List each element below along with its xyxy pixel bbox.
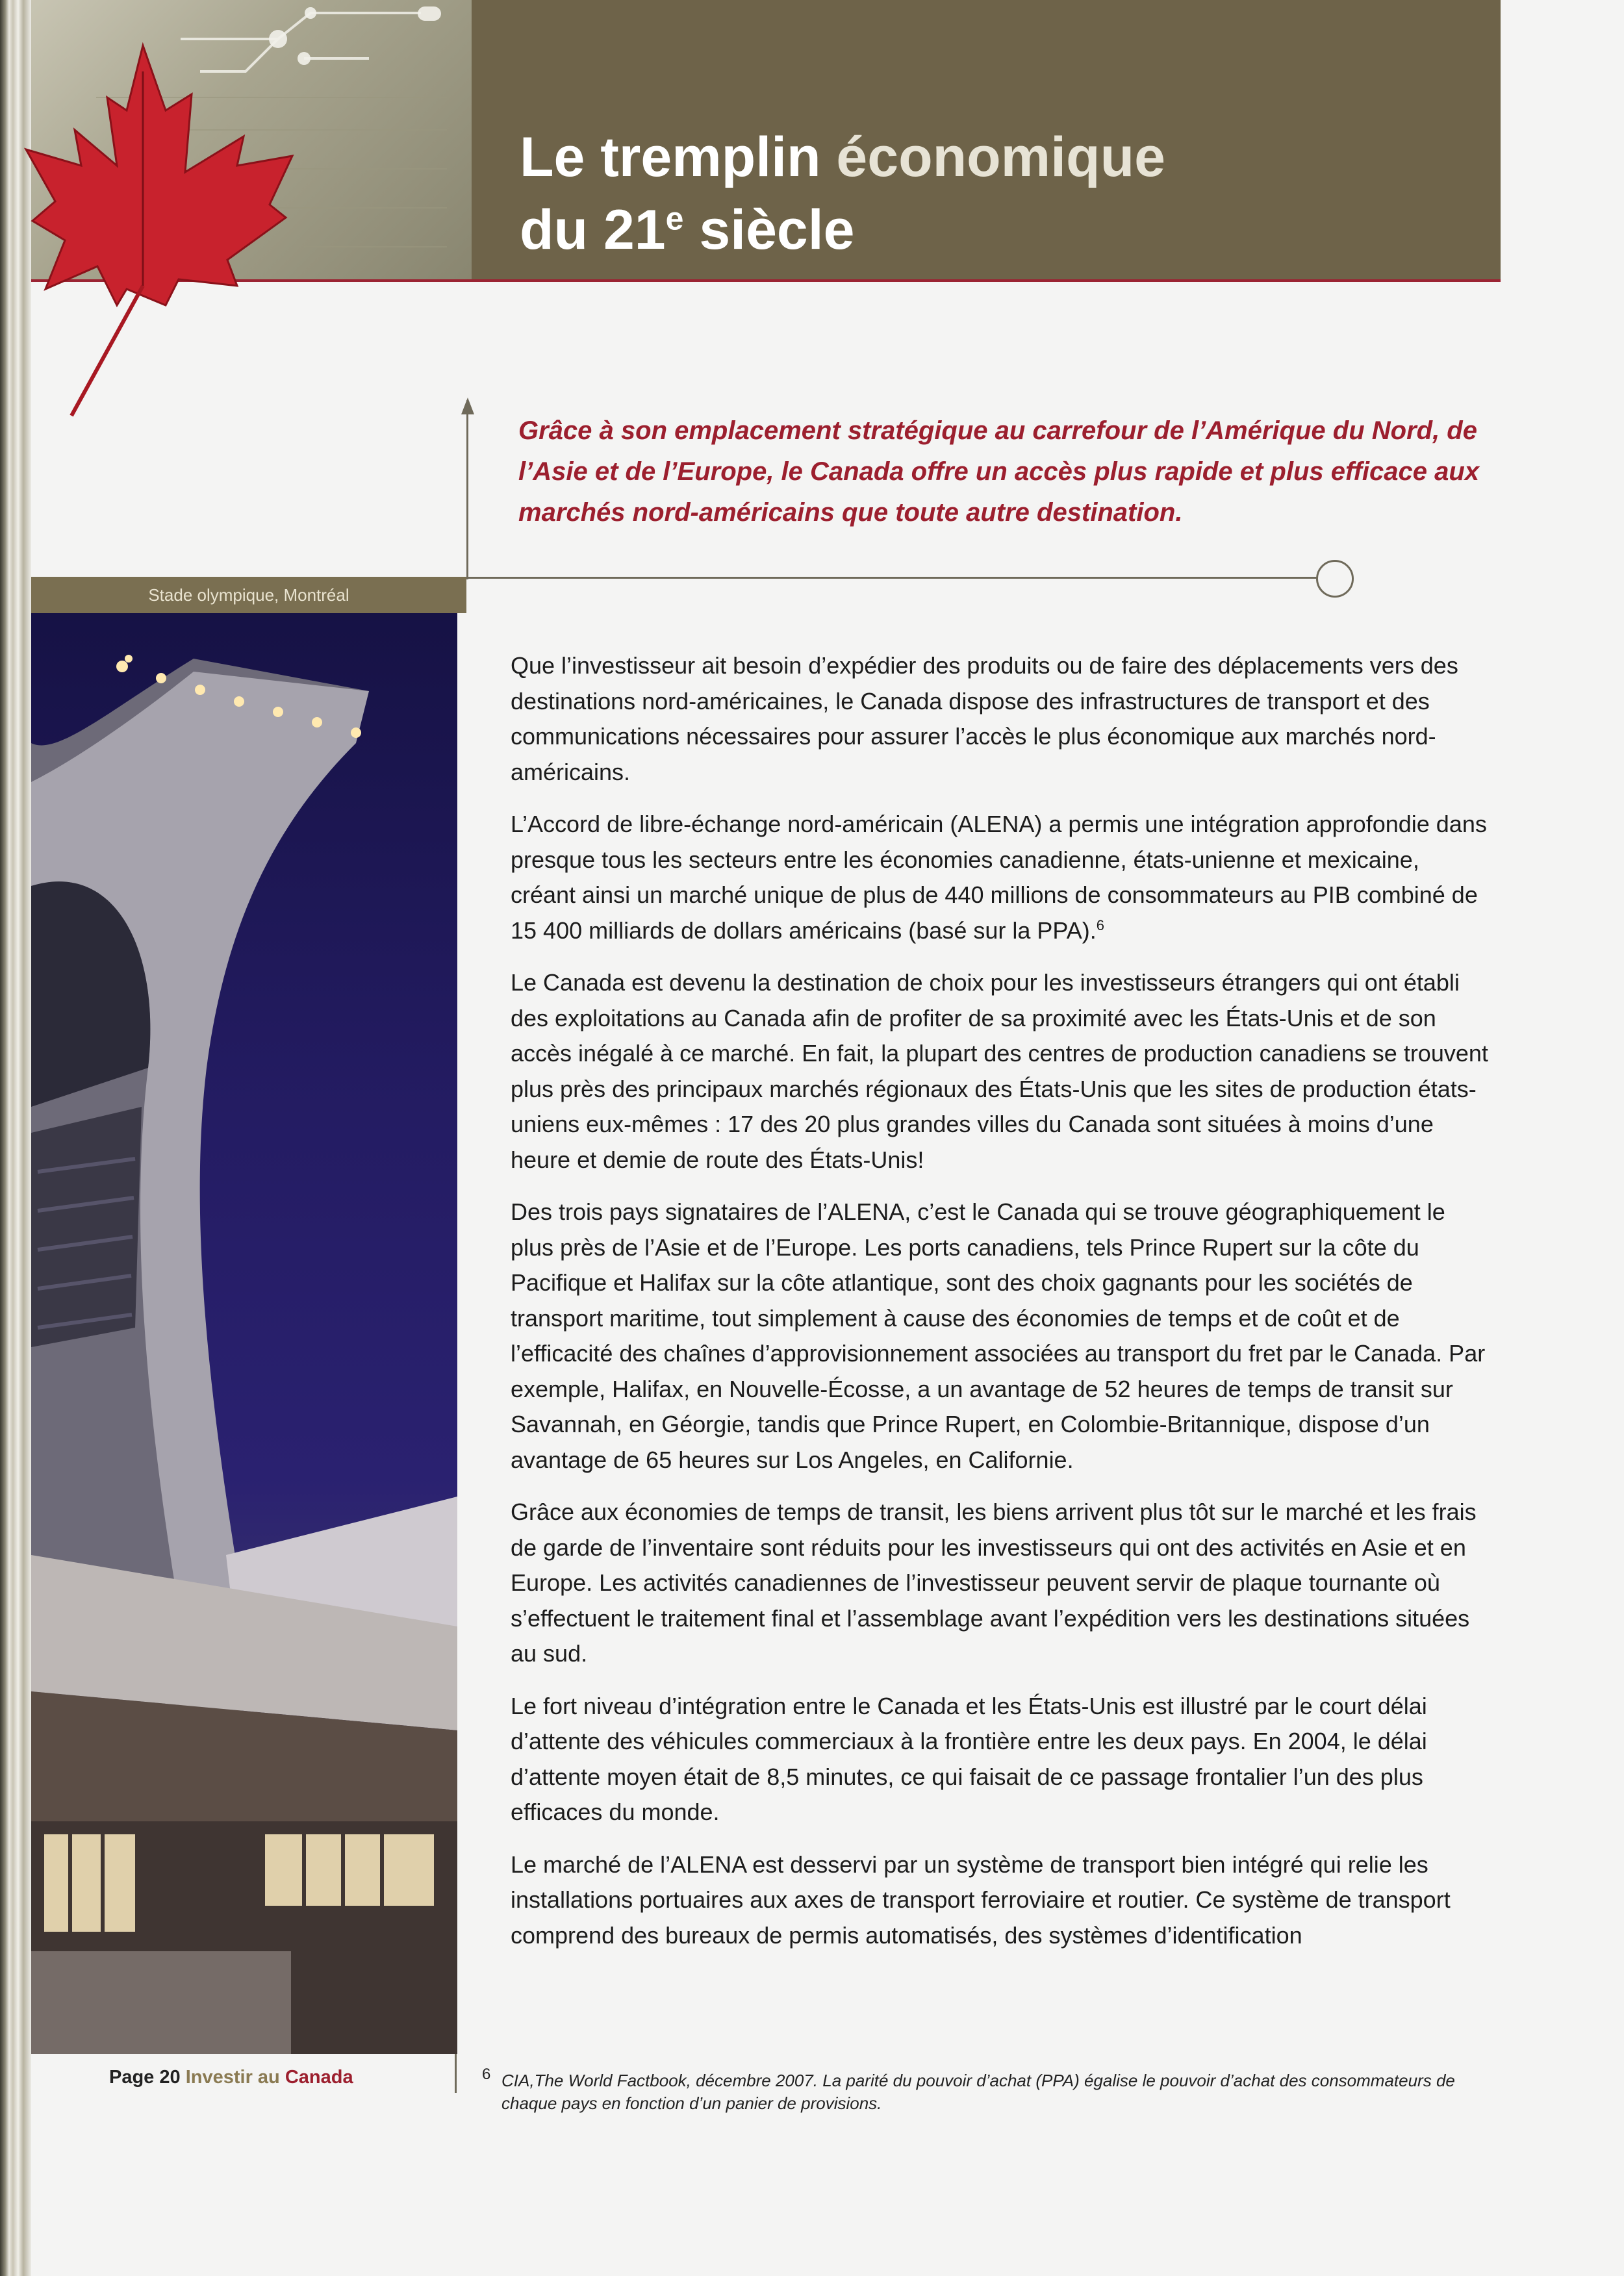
publication-name-part-2: Canada [285, 2067, 353, 2088]
footer-divider [455, 2054, 457, 2093]
body-paragraph-3: Le Canada est devenu la destination de choix pour les investisseurs étrangers qui ont établi des exploitations au Canada afin de profiter de sa proximité avec les États-Unis et de son accès inégalé à ce marché. En fait, la plupart des centres de production canadiens se trouvent plus près des principaux marchés régionaux des États-Unis que les sites de production états-uniens eux-mêmes : 17 des 20 plus grandes villes du Canada sont situées à moins d’une heure et demie de route des États-Unis! [511, 969, 1488, 1173]
footnote-number: 6 [482, 2066, 491, 2083]
divider-vertical [466, 400, 468, 579]
body-paragraph-5: Grâce aux économies de temps de transit, les biens arrivent plus tôt sur le marché et les frais de garde de l’inventaire sont réduits pour les investisseurs qui ont des activités en Asie et en Europe. Les activités canadiennes de l’investisseur peuvent servir de plaque tournante où s’effectuent le traitement final et l’assemblage avant l’expédition vers les destinations situées au sud. [511, 1498, 1477, 1667]
photo-caption: Stade olympique, Montréal [31, 577, 466, 613]
title-superscript: e [665, 200, 684, 237]
stadium-photo [31, 613, 457, 2054]
body-paragraph-2-text: L’Accord de libre-échange nord-américain (ALENA) a permis une intégration approfondie dans presque tous les secteurs entre les économies canadienne, états-unienne et mexicaine, créant ainsi un marché unique de plus de 440 millions de consommateurs au PIB combiné de 15 400 milliards de dollars américains (basé sur la PPA). [511, 811, 1487, 944]
page-title [520, 121, 1429, 266]
title-part-4: siècle [699, 199, 855, 261]
article-body [511, 648, 1490, 1970]
body-paragraph-6: Le fort niveau d’intégration entre le Canada et les États-Unis est illustré par le court délai d’attente des véhicules commerciaux à la frontière entre les deux pays. En 2004, le délai d’attente moyen était de 8,5 minutes, ce qui faisait de ce passage frontalier l’un des plus efficaces du monde. [511, 1692, 1427, 1825]
footnote-text: CIA,The World Factbook, décembre 2007. La parité du pouvoir d’achat (PPA) égalise le pouvoir d’achat des consommateurs de chaque pays en fonction d’un panier de provisions. [501, 2071, 1455, 2113]
title-part-1: Le tremplin [520, 126, 821, 188]
footnote [482, 2066, 1489, 2115]
page-footer-label [109, 2067, 353, 2088]
body-paragraph-1: Que l’investisseur ait besoin d’expédier des produits ou de faire des déplacements vers des destinations nord-américaines, le Canada dispose des infrastructures de transport et des communications nécessaires pour assurer l’accès le plus économique aux marchés nord-américains. [511, 652, 1458, 785]
footnote-ref: 6 [1096, 917, 1104, 933]
body-paragraph-2 [511, 807, 1490, 948]
title-part-2: économique [836, 126, 1165, 188]
page-number: Page 20 [109, 2067, 181, 2088]
title-part-3: du 21 [520, 199, 666, 261]
maple-leaf-icon [19, 32, 305, 422]
circle-marker-icon [1316, 560, 1354, 598]
lead-paragraph: Grâce à son emplacement stratégique au carrefour de l’Amérique du Nord, de l’Asie et de l’Europe, le Canada offre un accès plus rapide et plus efficace aux marchés nord-américains que toute autre destination. [518, 416, 1480, 527]
divider-horizontal [466, 577, 1317, 579]
publication-name-part-1: Investir au [185, 2067, 280, 2088]
body-paragraph-7: Le marché de l’ALENA est desservi par un système de transport bien intégré qui relie les installations portuaires aux axes de transport ferroviaire et routier. Ce système de transport comprend des bureaux de permis automatisés, des systèmes d’identification [511, 1851, 1451, 1949]
body-paragraph-4: Des trois pays signataires de l’ALENA, c’est le Canada qui se trouve géographiquement le plus près de l’Asie et de l’Europe. Les ports canadiens, tels Prince Rupert sur la côte du Pacifique et Halifax sur la côte atlantique, sont des choix gagnants pour les sociétés de transport maritime, tout simplement à cause des économies de temps et de coût et de l’efficacité des chaînes d’approvisionnement associées au transport du fret par le Canada. Par exemple, Halifax, en Nouvelle-Écosse, a un avantage de 52 heures de temps de transit sur Savannah, en Géorgie, tandis que Prince Rupert, en Colombie-Britannique, dispose d’un avantage de 65 heures sur Los Angeles, en Californie. [511, 1198, 1486, 1473]
